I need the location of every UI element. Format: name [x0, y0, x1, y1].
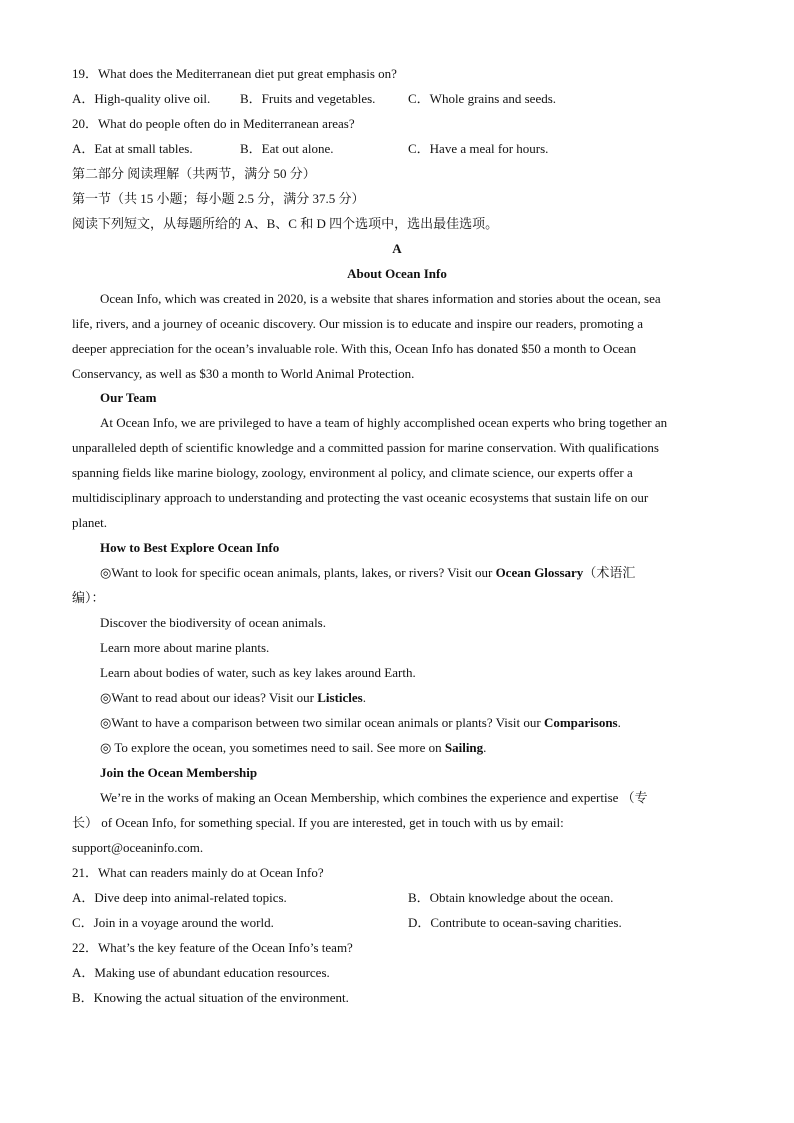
sailing-link: Sailing — [444, 740, 484, 755]
question-20-option-c: C．Have a meal for hours. — [408, 141, 549, 156]
paragraph-2-line-3: spanning fields like marine biology, zoology, environment al policy, and climate science, our experts offer a — [72, 465, 633, 480]
question-20-option-a: A．Eat at small tables. — [72, 141, 193, 156]
question-21-stem: 21．What can readers mainly do at Ocean Info? — [72, 865, 324, 880]
comparisons-line-end: . — [617, 715, 621, 730]
question-19-option-b: B．Fruits and vegetables. — [240, 91, 376, 106]
glossary-line-note: （术语汇 — [583, 565, 636, 580]
reading-instruction: 阅读下列短文，从每题所给的 A、B、C 和 D 四个选项中，选出最佳选项。 — [72, 216, 499, 231]
paragraph-1-line-3: deeper appreciation for the ocean’s invaluable role. With this, Ocean Info has donated $50 a month to Ocean — [72, 341, 637, 356]
question-21-option-c: C．Join in a voyage around the world. — [72, 915, 274, 930]
question-20-stem: 20．What do people often do in Mediterranean areas? — [72, 116, 355, 131]
question-21-option-a: A．Dive deep into animal-related topics. — [72, 890, 287, 905]
question-22-option-a: A．Making use of abundant education resources. — [72, 965, 330, 980]
question-21-option-b: B．Obtain knowledge about the ocean. — [408, 890, 614, 905]
glossary-line — [100, 565, 635, 581]
paragraph-1-line-1: Ocean Info, which was created in 2020, is a website that shares information and stories about the ocean, sea — [100, 291, 661, 306]
glossary-line-text: ◎Want to look for specific ocean animals, plants, lakes, or rivers? Visit our — [100, 565, 496, 580]
listicles-line-end: . — [362, 690, 366, 705]
paragraph-2-line-4: multidisciplinary approach to understanding and protecting the vast oceanic ecosystems that sustain life on our — [72, 490, 649, 505]
listicles-line-text: ◎Want to read about our ideas? Visit our — [100, 690, 318, 705]
question-20-option-b: B．Eat out alone. — [240, 141, 334, 156]
question-19-option-c: C．Whole grains and seeds. — [408, 91, 557, 106]
comparisons-line-text: ◎Want to have a comparison between two similar ocean animals or plants? Visit our — [100, 715, 544, 730]
paragraph-1-line-4: Conservancy, as well as $30 a month to World Animal Protection. — [72, 366, 415, 381]
glossary-item: Discover the biodiversity of ocean animals. — [100, 615, 326, 630]
question-22-stem: 22．What’s the key feature of the Ocean Info’s team? — [72, 940, 353, 955]
part-2-title: 第二部分 阅读理解（共两节，满分 50 分） — [72, 166, 316, 181]
listicles-link: Listicles — [317, 690, 363, 705]
paragraph-3-line-2: 长） of Ocean Info, for something special. If you are interested, get in touch with us by email: — [72, 815, 564, 830]
comparisons-link: Comparisons — [543, 715, 618, 730]
explore-heading: How to Best Explore Ocean Info — [100, 540, 280, 555]
ocean-glossary-link: Ocean Glossary — [495, 565, 584, 580]
paragraph-3-line-3: support@oceaninfo.com. — [72, 840, 204, 855]
passage-title: About Ocean Info — [347, 266, 447, 281]
sailing-line-text: ◎ To explore the ocean, you sometimes need to sail. See more on — [100, 740, 445, 755]
comparisons-line — [100, 715, 621, 731]
paragraph-2-line-2: unparalleled depth of scientific knowledge and a committed passion for marine conservation. With qualifications — [72, 440, 659, 455]
question-22-option-b: B．Knowing the actual situation of the environment. — [72, 990, 349, 1005]
sailing-line — [100, 740, 486, 756]
paragraph-3-line-1: We’re in the works of making an Ocean Membership, which combines the experience and expertise （专 — [100, 790, 648, 805]
question-21-option-d: D．Contribute to ocean-saving charities. — [408, 915, 622, 930]
glossary-item: Learn about bodies of water, such as key lakes around Earth. — [100, 665, 416, 680]
our-team-heading: Our Team — [100, 390, 157, 405]
glossary-item: Learn more about marine plants. — [100, 640, 270, 655]
listicles-line — [100, 690, 366, 706]
passage-letter: A — [392, 241, 402, 256]
glossary-line-continued: 编）： — [72, 590, 105, 605]
question-19-stem: 19．What does the Mediterranean diet put great emphasis on? — [72, 66, 397, 81]
question-19-option-a: A．High-quality olive oil. — [72, 91, 211, 106]
section-1-title: 第一节（共 15 小题；每小题 2.5 分，满分 37.5 分） — [72, 191, 365, 206]
paragraph-2-line-1: At Ocean Info, we are privileged to have a team of highly accomplished ocean experts who bring together an — [100, 415, 668, 430]
membership-heading: Join the Ocean Membership — [100, 765, 258, 780]
paragraph-2-line-5: planet. — [72, 515, 108, 530]
paragraph-1-line-2: life, rivers, and a journey of oceanic discovery. Our mission is to educate and inspire our readers, promoting a — [72, 316, 643, 331]
sailing-line-end: . — [483, 740, 487, 755]
